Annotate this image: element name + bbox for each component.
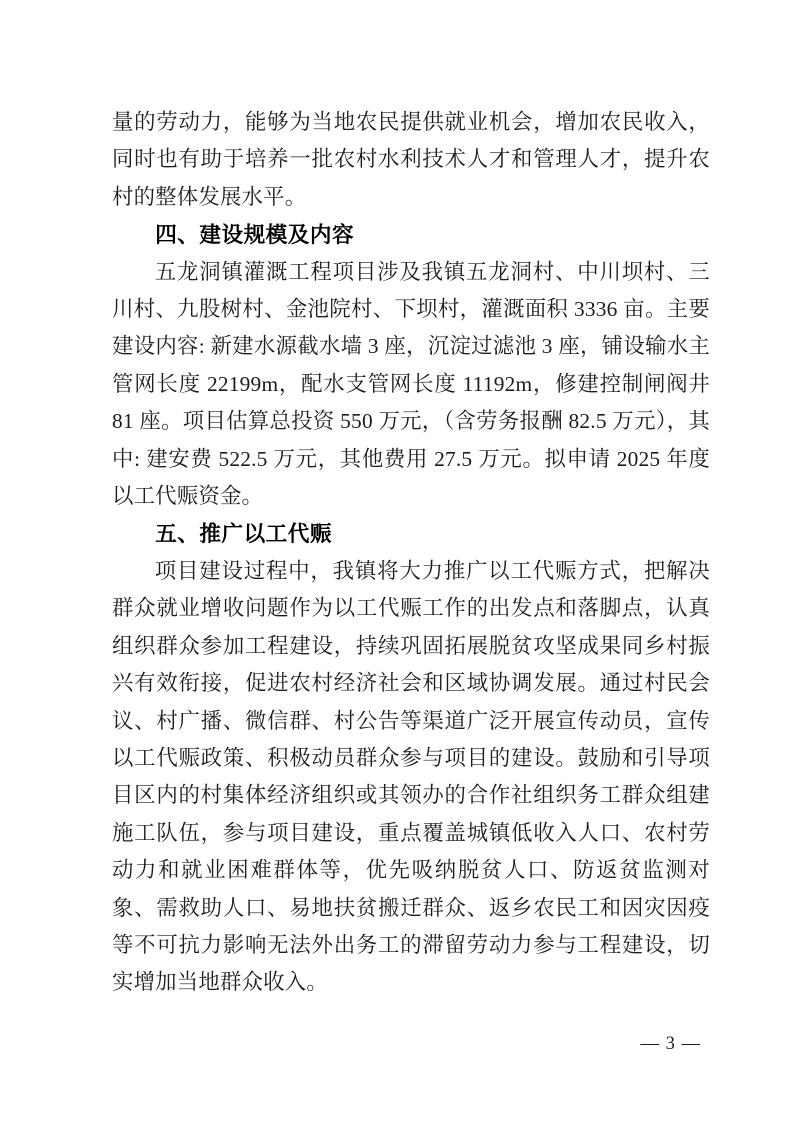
document-body <box>112 104 710 1002</box>
page-number: — 3 — <box>640 1034 701 1054</box>
section-heading-work-relief: 五、推广以工代赈 <box>155 521 332 547</box>
section-heading-construction-scale: 四、建设规模及内容 <box>155 222 355 248</box>
paragraph-work-relief-promotion: 项目建设过程中，我镇将大力推广以工代赈方式，把解决群众就业增收问题作为以工代赈工作的出发点和落脚点，认真组织群众参加工程建设，持续巩固拓展脱贫攻坚成果同乡村振兴有效衔接，促进农村经济社会和区域协调发展。通过村民会议、村广播、微信群、村公告等渠道广泛开展宣传动员，宣传以工代赈政策、积极动员群众参与项目的建设。鼓励和引导项目区内的村集体经济组织或其领办的合作社组织务工群众组建施工队伍，参与项目建设，重点覆盖城镇低收入人口、农村劳动力和就业困难群体等，优先吸纳脱贫人口、防返贫监测对象、需救助人口、易地扶贫搬迁群众、返乡农民工和因灾因疫等不可抗力影响无法外出务工的滞留劳动力参与工程建设，切实增加当地群众收入。 <box>112 558 710 995</box>
paragraph-construction-scope: 五龙洞镇灌溉工程项目涉及我镇五龙洞村、中川坝村、三川村、九股树村、金池院村、下坝村，灌溉面积 3336 亩。主要建设内容: 新建水源截水墙 3 座，沉淀过滤池 3 座，铺设输水主管网长度 22199m，配水支管网长度 11192m，修建控制闸阀井 81 座。项目估算总投资 550 万元，（含劳务报酬 82.5 万元），其中: 建安费 522.5 万元，其他费用 27.5 万元。拟申请 2025 年度以工代赈资金。 <box>112 259 710 509</box>
paragraph-labor-benefits-continued: 量的劳动力，能够为当地农民提供就业机会，增加农民收入，同时也有助于培养一批农村水利技术人才和管理人才，提升农村的整体发展水平。 <box>112 110 710 209</box>
